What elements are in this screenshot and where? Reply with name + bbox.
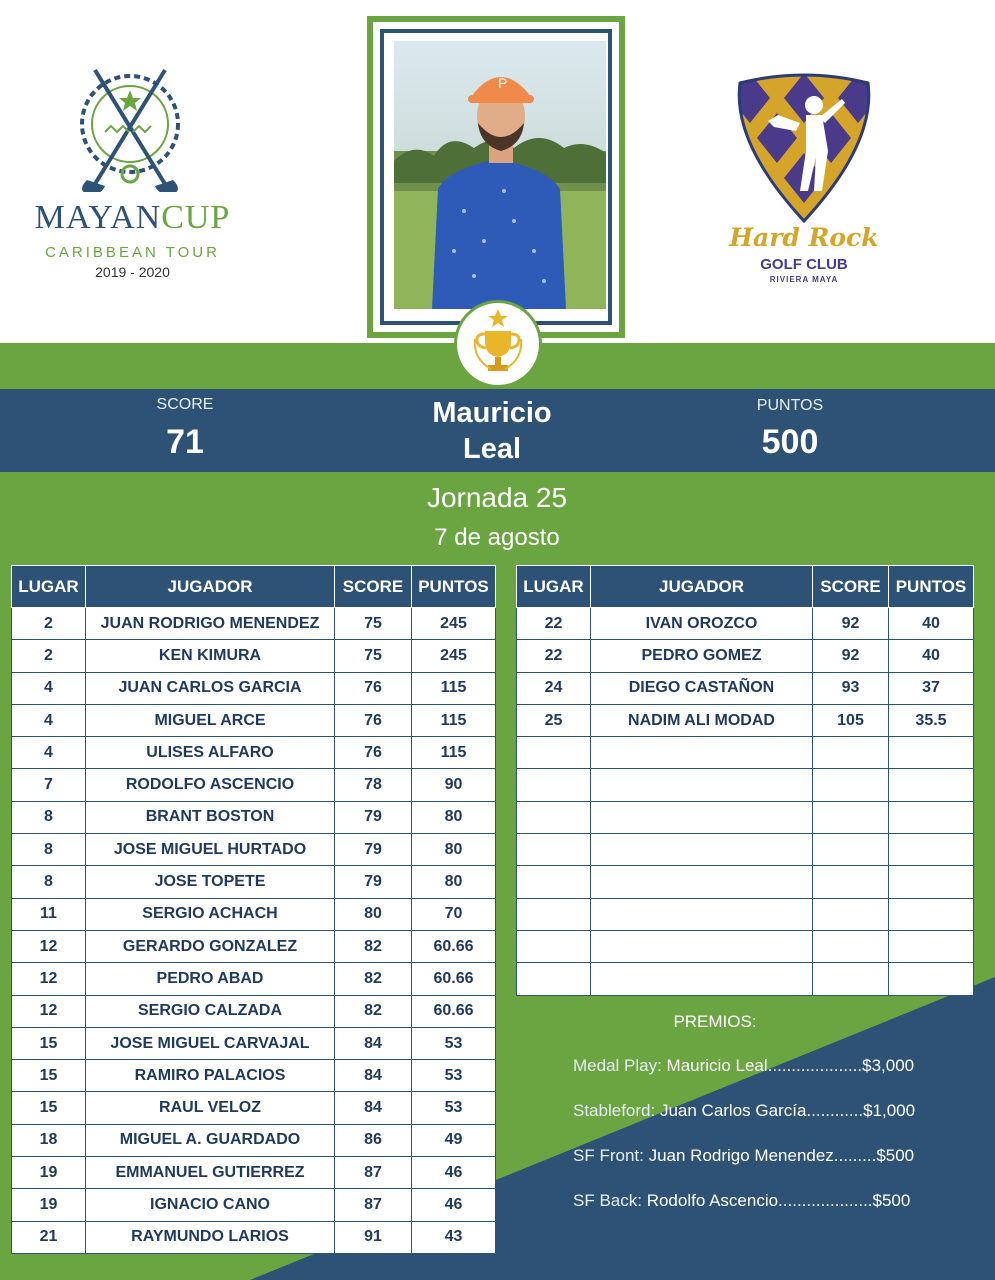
- winner-first-name: Mauricio: [432, 397, 552, 429]
- prize-sf-front: [573, 1146, 914, 1166]
- logo-title-mayan: MAYAN: [34, 199, 162, 236]
- cell-score: 76: [335, 704, 412, 736]
- table-row: [12, 1124, 496, 1156]
- cell-empty: [889, 769, 974, 801]
- empty-row: [517, 834, 974, 866]
- cell-empty: [813, 963, 889, 995]
- cell-puntos: 43: [412, 1221, 496, 1253]
- cell-empty: [813, 737, 889, 769]
- cell-puntos: 90: [412, 769, 496, 801]
- cell-empty: [591, 769, 813, 801]
- empty-row: [517, 769, 974, 801]
- header-score: SCORE: [335, 566, 412, 608]
- svg-text:P: P: [498, 75, 508, 91]
- cell-jugador: RAUL VELOZ: [86, 1092, 335, 1124]
- cell-lugar: 2: [12, 640, 86, 672]
- header-jugador: JUGADOR: [591, 566, 813, 608]
- table-row: [12, 995, 496, 1027]
- table-row: [517, 608, 974, 640]
- round-title: Jornada 25: [426, 482, 568, 513]
- prize-label: SF Back:: [573, 1191, 647, 1210]
- header-jugador: JUGADOR: [86, 566, 335, 608]
- table-row: [12, 1221, 496, 1253]
- cell-lugar: 21: [12, 1221, 86, 1253]
- table-row: [12, 704, 496, 736]
- winner-points: 500: [761, 423, 819, 461]
- header-lugar: LUGAR: [12, 566, 86, 608]
- cell-lugar: 24: [517, 672, 591, 704]
- cell-jugador: JOSE MIGUEL CARVAJAL: [86, 1027, 335, 1059]
- player-photo: [394, 41, 606, 309]
- cell-score: 92: [813, 640, 889, 672]
- guitar-pick-golfer-icon: [730, 73, 878, 223]
- cell-empty: [591, 898, 813, 930]
- cell-lugar: 12: [12, 963, 86, 995]
- cell-score: 80: [335, 898, 412, 930]
- cell-lugar: 15: [12, 1092, 86, 1124]
- table-row: [517, 640, 974, 672]
- prize-sf-back: [573, 1191, 910, 1211]
- cell-empty: [517, 737, 591, 769]
- cell-puntos: 80: [412, 866, 496, 898]
- table-row: [12, 1027, 496, 1059]
- cell-score: 82: [335, 995, 412, 1027]
- logo-years: 2019 - 2020: [95, 264, 170, 280]
- prize-value: Juan Rodrigo Menendez.........$500: [648, 1146, 915, 1165]
- cell-score: 84: [335, 1060, 412, 1092]
- cell-score: 79: [335, 801, 412, 833]
- cell-jugador: GERARDO GONZALEZ: [86, 930, 335, 962]
- cell-empty: [517, 930, 591, 962]
- hard-rock-title: Hard Rock: [729, 223, 879, 252]
- cell-empty: [517, 866, 591, 898]
- cell-lugar: 11: [12, 898, 86, 930]
- header-puntos: PUNTOS: [889, 566, 974, 608]
- cell-empty: [889, 963, 974, 995]
- results-table-right: [516, 565, 974, 996]
- table-row: [517, 704, 974, 736]
- cell-lugar: 8: [12, 866, 86, 898]
- prize-stableford: [573, 1101, 915, 1121]
- cell-score: 82: [335, 963, 412, 995]
- cell-empty: [889, 801, 974, 833]
- cell-puntos: 115: [412, 704, 496, 736]
- golf-club-label: GOLF CLUB: [760, 256, 848, 273]
- cell-puntos: 53: [412, 1027, 496, 1059]
- cell-jugador: JUAN RODRIGO MENENDEZ: [86, 608, 335, 640]
- riviera-maya-label: RIVIERA MAYA: [769, 275, 839, 284]
- cell-jugador: KEN KIMURA: [86, 640, 335, 672]
- cell-jugador: SERGIO CALZADA: [86, 995, 335, 1027]
- winner-points-label: PUNTOS: [756, 397, 824, 414]
- prize-value: Mauricio Leal....................$3,000: [666, 1056, 915, 1075]
- results-table-left: [11, 565, 496, 1254]
- cell-lugar: 12: [12, 930, 86, 962]
- table-row: [12, 608, 496, 640]
- cell-jugador: IGNACIO CANO: [86, 1189, 335, 1221]
- cell-jugador: MIGUEL A. GUARDADO: [86, 1124, 335, 1156]
- player-photo-frame: [367, 16, 625, 338]
- cell-jugador: BRANT BOSTON: [86, 801, 335, 833]
- cell-lugar: 22: [517, 608, 591, 640]
- cell-empty: [517, 898, 591, 930]
- cell-lugar: 2: [12, 608, 86, 640]
- cell-jugador: PEDRO GOMEZ: [591, 640, 813, 672]
- cell-empty: [591, 930, 813, 962]
- logo-title-cup: CUP: [161, 199, 231, 236]
- cell-lugar: 18: [12, 1124, 86, 1156]
- cell-score: 86: [335, 1124, 412, 1156]
- cell-empty: [591, 866, 813, 898]
- cell-empty: [813, 866, 889, 898]
- cell-jugador: JOSE TOPETE: [86, 866, 335, 898]
- table-row: [12, 1060, 496, 1092]
- cell-puntos: 115: [412, 672, 496, 704]
- cell-jugador: SERGIO ACHACH: [86, 898, 335, 930]
- empty-row: [517, 737, 974, 769]
- cell-puntos: 40: [889, 640, 974, 672]
- logo-subtitle: CARIBBEAN TOUR: [45, 244, 220, 261]
- mayan-cup-logo: [25, 62, 240, 287]
- table-row: [517, 672, 974, 704]
- prize-value: Rodolfo Ascencio....................$500: [646, 1191, 911, 1210]
- prize-label: Medal Play:: [573, 1056, 667, 1075]
- cell-score: 76: [335, 737, 412, 769]
- empty-row: [517, 801, 974, 833]
- cell-empty: [889, 866, 974, 898]
- prizes-title: PREMIOS:: [673, 1012, 757, 1031]
- cell-score: 87: [335, 1157, 412, 1189]
- cell-score: 105: [813, 704, 889, 736]
- cell-score: 92: [813, 608, 889, 640]
- cell-empty: [813, 930, 889, 962]
- header-puntos: PUNTOS: [412, 566, 496, 608]
- table-row: [12, 930, 496, 962]
- cell-score: 75: [335, 608, 412, 640]
- cell-lugar: 22: [517, 640, 591, 672]
- cell-puntos: 245: [412, 608, 496, 640]
- cell-jugador: PEDRO ABAD: [86, 963, 335, 995]
- cell-jugador: EMMANUEL GUTIERREZ: [86, 1157, 335, 1189]
- cell-score: 93: [813, 672, 889, 704]
- cell-empty: [889, 898, 974, 930]
- cell-puntos: 53: [412, 1060, 496, 1092]
- table-row: [12, 737, 496, 769]
- crossed-clubs-icon: [25, 62, 240, 192]
- trophy-icon: [457, 303, 539, 385]
- cell-score: 84: [335, 1027, 412, 1059]
- cell-puntos: 60.66: [412, 963, 496, 995]
- winner-score-label: SCORE: [156, 396, 214, 413]
- cell-puntos: 80: [412, 834, 496, 866]
- cell-empty: [889, 737, 974, 769]
- hard-rock-golf-logo: [730, 73, 878, 288]
- table-row: [12, 640, 496, 672]
- table-header-row: [517, 566, 974, 608]
- cell-puntos: 46: [412, 1189, 496, 1221]
- table-row: [12, 1157, 496, 1189]
- cell-puntos: 70: [412, 898, 496, 930]
- cell-empty: [591, 801, 813, 833]
- header-score: SCORE: [813, 566, 889, 608]
- table-row: [12, 672, 496, 704]
- cell-puntos: 49: [412, 1124, 496, 1156]
- cell-jugador: RODOLFO ASCENCIO: [86, 769, 335, 801]
- cell-puntos: 60.66: [412, 995, 496, 1027]
- prize-value: Juan Carlos García............$1,000: [659, 1101, 916, 1120]
- prize-medal-play: [573, 1056, 914, 1076]
- cell-jugador: ULISES ALFARO: [86, 737, 335, 769]
- cell-lugar: 19: [12, 1157, 86, 1189]
- prize-label: Stableford:: [573, 1101, 660, 1120]
- cell-jugador: DIEGO CASTAÑON: [591, 672, 813, 704]
- cell-puntos: 37: [889, 672, 974, 704]
- cell-puntos: 53: [412, 1092, 496, 1124]
- cell-score: 79: [335, 866, 412, 898]
- cell-lugar: 4: [12, 704, 86, 736]
- cell-empty: [517, 963, 591, 995]
- empty-row: [517, 898, 974, 930]
- cell-empty: [889, 834, 974, 866]
- table-row: [12, 1092, 496, 1124]
- cell-puntos: 80: [412, 801, 496, 833]
- cell-lugar: 8: [12, 801, 86, 833]
- cell-lugar: 25: [517, 704, 591, 736]
- cell-empty: [517, 769, 591, 801]
- cell-score: 79: [335, 834, 412, 866]
- table-row: [12, 898, 496, 930]
- prize-label: SF Front:: [573, 1146, 649, 1165]
- cell-lugar: 15: [12, 1027, 86, 1059]
- cell-lugar: 4: [12, 672, 86, 704]
- cell-lugar: 7: [12, 769, 86, 801]
- table-row: [12, 1189, 496, 1221]
- cell-puntos: 46: [412, 1157, 496, 1189]
- cell-jugador: MIGUEL ARCE: [86, 704, 335, 736]
- header-lugar: LUGAR: [517, 566, 591, 608]
- winner-last-name: Leal: [462, 433, 522, 465]
- cell-puntos: 245: [412, 640, 496, 672]
- cell-lugar: 8: [12, 834, 86, 866]
- cell-score: 82: [335, 930, 412, 962]
- table-row: [12, 963, 496, 995]
- cell-empty: [517, 801, 591, 833]
- cell-empty: [813, 898, 889, 930]
- cell-empty: [889, 930, 974, 962]
- cell-puntos: 40: [889, 608, 974, 640]
- empty-row: [517, 866, 974, 898]
- round-date: 7 de agosto: [434, 524, 560, 551]
- cell-empty: [591, 834, 813, 866]
- cell-empty: [813, 834, 889, 866]
- cell-empty: [591, 737, 813, 769]
- table-row: [12, 866, 496, 898]
- cell-score: 78: [335, 769, 412, 801]
- cell-jugador: NADIM ALI MODAD: [591, 704, 813, 736]
- cell-score: 87: [335, 1189, 412, 1221]
- cell-jugador: RAMIRO PALACIOS: [86, 1060, 335, 1092]
- cell-score: 91: [335, 1221, 412, 1253]
- cell-puntos: 60.66: [412, 930, 496, 962]
- winner-score: 71: [166, 423, 204, 461]
- cell-puntos: 35.5: [889, 704, 974, 736]
- cell-score: 76: [335, 672, 412, 704]
- table-header-row: [12, 566, 496, 608]
- cell-score: 84: [335, 1092, 412, 1124]
- cell-puntos: 115: [412, 737, 496, 769]
- cell-jugador: JOSE MIGUEL HURTADO: [86, 834, 335, 866]
- table-row: [12, 834, 496, 866]
- cell-empty: [813, 801, 889, 833]
- cell-empty: [813, 769, 889, 801]
- cell-jugador: JUAN CARLOS GARCIA: [86, 672, 335, 704]
- trophy-badge: [454, 300, 542, 388]
- cell-jugador: IVAN OROZCO: [591, 608, 813, 640]
- cell-lugar: 15: [12, 1060, 86, 1092]
- cell-jugador: RAYMUNDO LARIOS: [86, 1221, 335, 1253]
- cell-lugar: 4: [12, 737, 86, 769]
- table-row: [12, 769, 496, 801]
- cell-empty: [517, 834, 591, 866]
- cell-empty: [591, 963, 813, 995]
- cell-lugar: 12: [12, 995, 86, 1027]
- cell-score: 75: [335, 640, 412, 672]
- table-row: [12, 801, 496, 833]
- empty-row: [517, 963, 974, 995]
- empty-row: [517, 930, 974, 962]
- cell-lugar: 19: [12, 1189, 86, 1221]
